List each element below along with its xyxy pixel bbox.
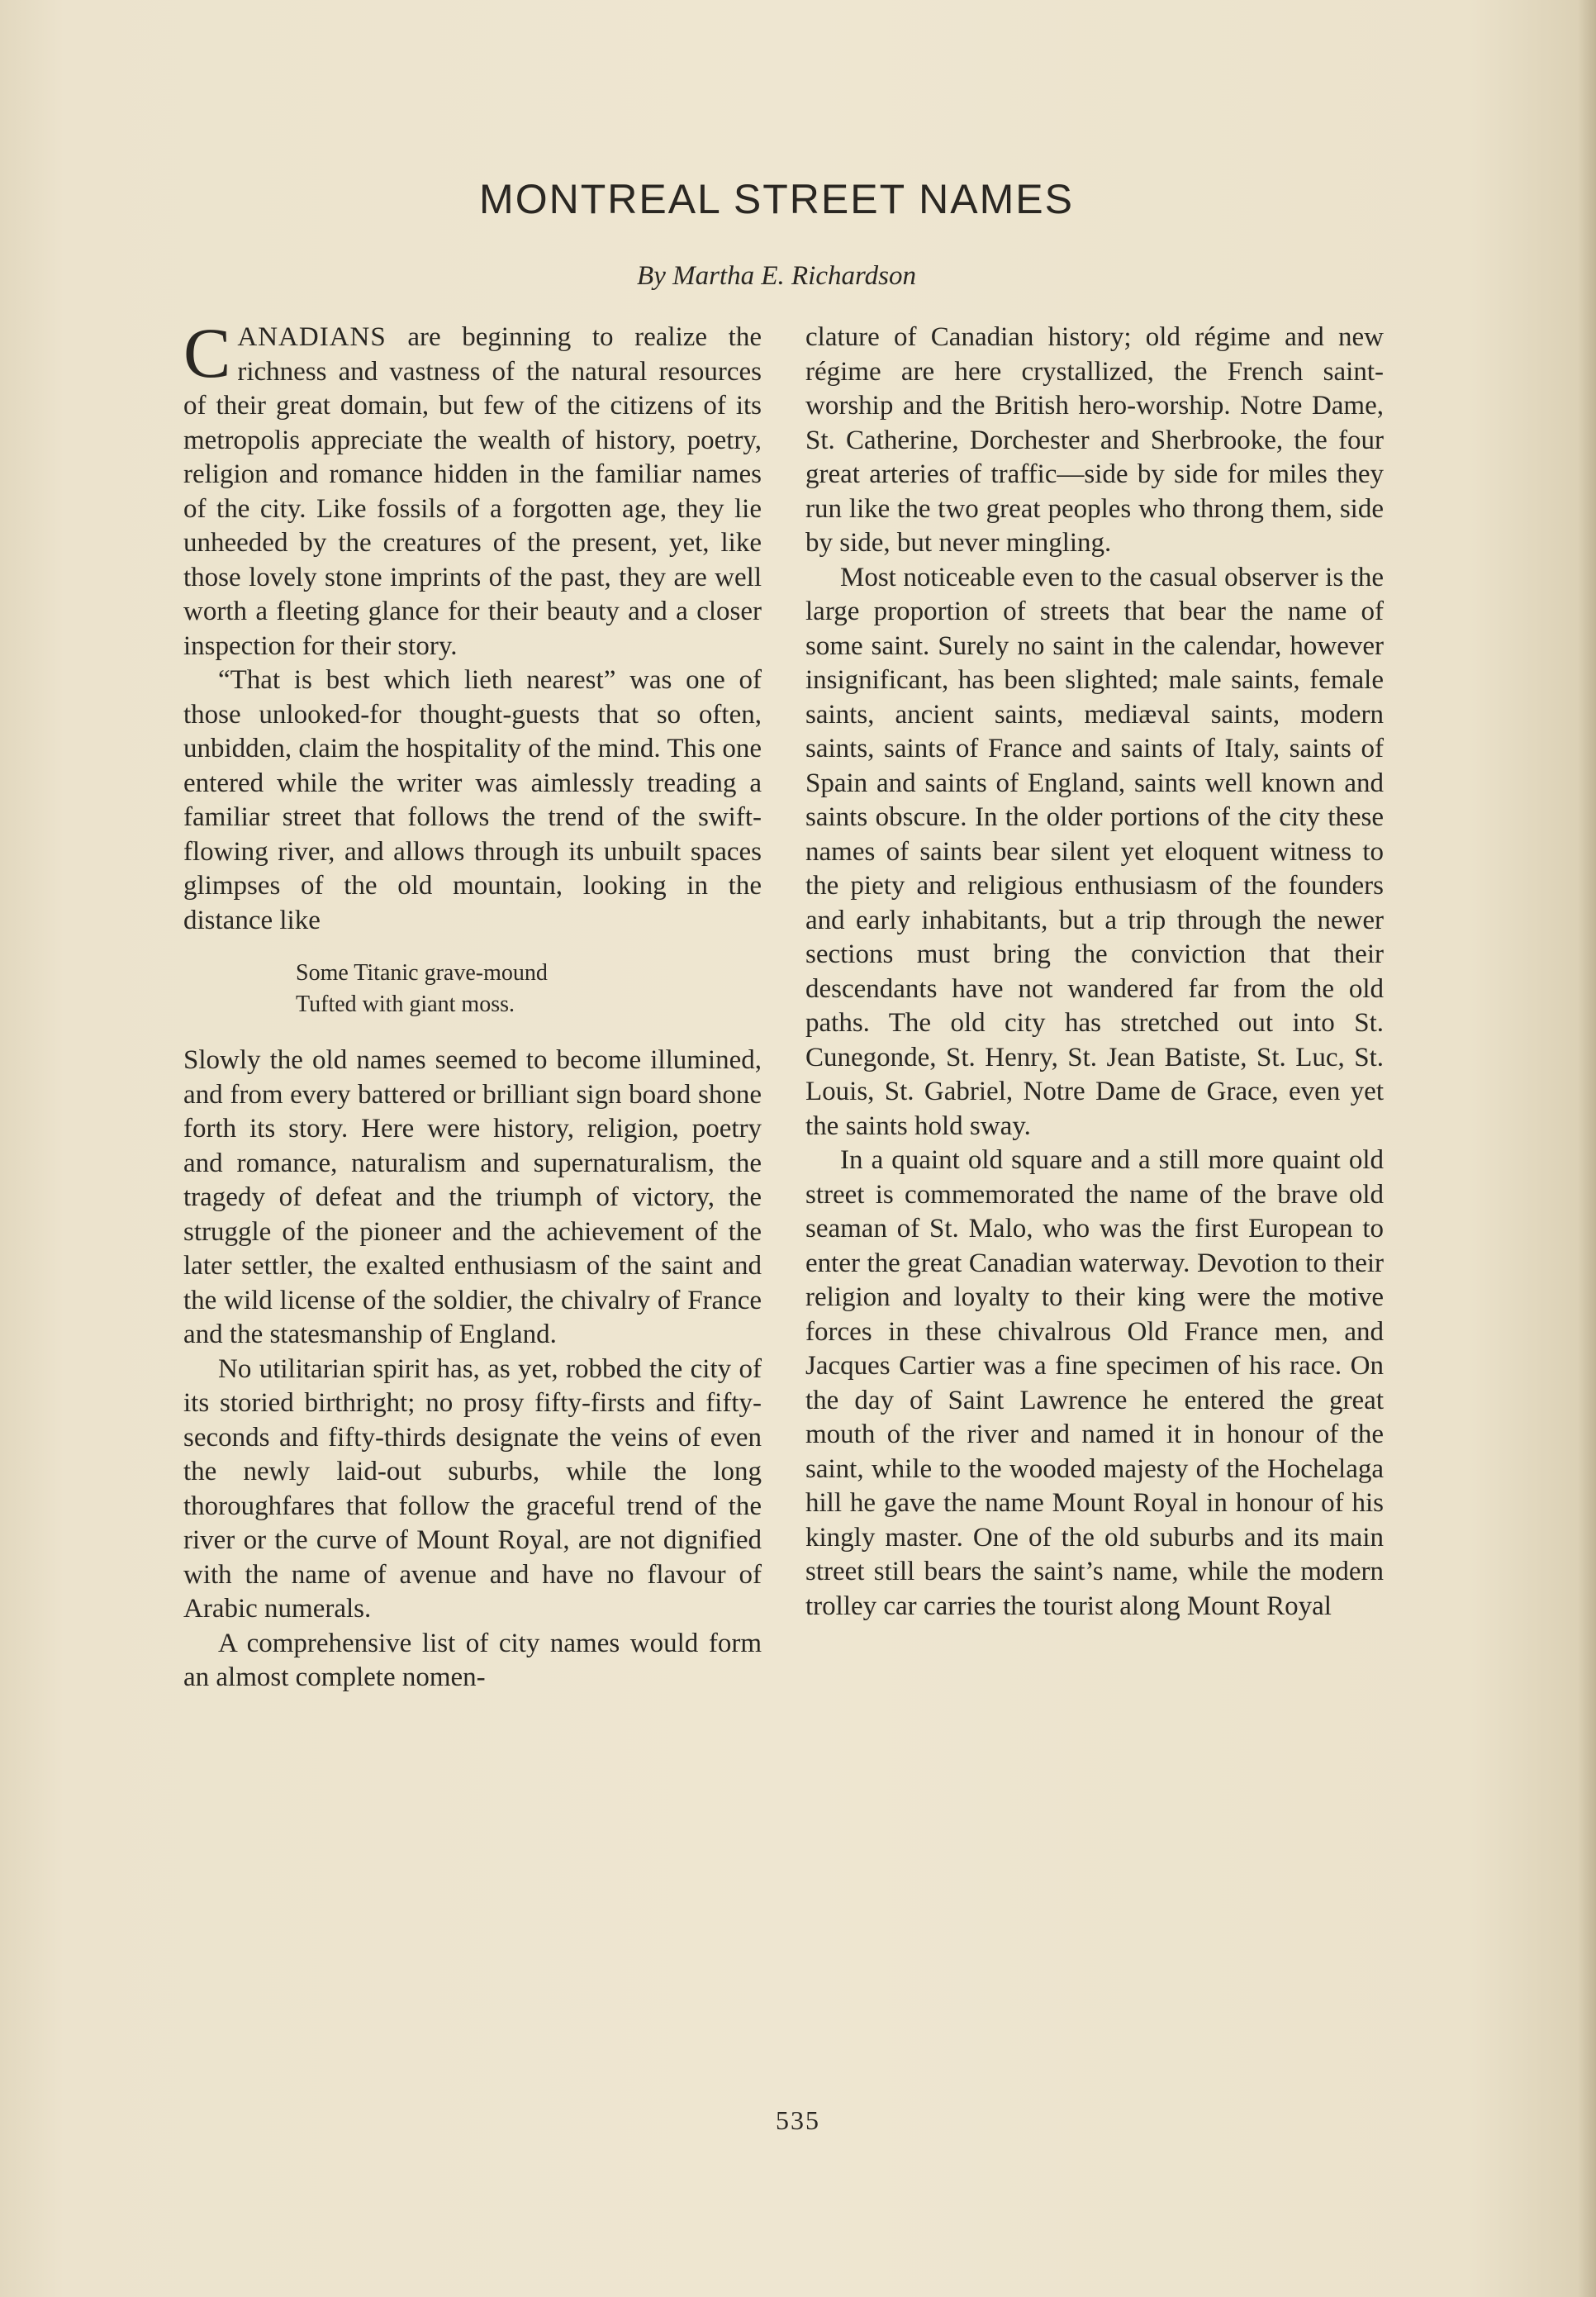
paragraph-8: In a quaint old square and a still more quaint old street is commemorated the name of the brave old seaman of St. Malo, who was the first European to enter the great Canadian waterway. Devotion to their religion and loyalty to their king were the motive forces in these chivalrous Old France men, and Jacques Cartier was a fine specimen of his race. On the day of Saint Lawrence he entered the great mouth of the river and named it in honour of the saint, while to the wooded majesty of the Hochelaga hill he gave the name Mount Royal in honour of his kingly master. One of the old suburbs and its main street still bears the saint’s name, while the modern trolley car carries the tourist along Mount Royal [805,1145,1384,1621]
article-byline: By Martha E. Richardson [637,261,916,291]
paragraph-6: clature of Canadian history; old régime and new régime are here crystallized, the French saint-worship and the British hero-worship. Notre Dame, St. Catherine, Dorchester and Sherbrooke, the four great arteries of traffic—side by side for miles they run like the two great peoples who throng them, side by side, but never mingling. [805,322,1384,558]
verse-line-1: Some Titanic grave-mound [296,960,548,986]
page-edge-shadow [1578,0,1596,2297]
article-title: MONTREAL STREET NAMES [479,176,1074,222]
drop-cap: C [183,313,231,392]
verse-line-2: Tufted with giant moss. [296,992,515,1017]
paragraph-1-text: are beginning to realize the richness and vastness of the natural resources of their great domain, but few of the citizens of its metropolis appreciate the wealth of history, poetry, religion and romance hidden in the familiar names of the city. Like fossils of a forgotten age, they lie unheeded by the creatures of the present, yet, like those lovely stone imprints of the past, they are well worth a fleeting glance for their beauty and a closer inspection for their story. [183,322,762,661]
opening-word: ANADIANS [237,322,387,352]
paragraph-2: “That is best which lieth nearest” was one of those unlooked-for thought-guests that so often, unbidden, claim the hospitality of the mind. This one entered while the writer was aimlessly treading a familiar street that follows the trend of the swift-flowing river, and allows through its unbuilt spaces glimpses of the old mountain, looking in the distance like [183,665,762,935]
paragraph-5: A comprehensive list of city names would form an almost complete nomen- [183,1628,762,1692]
left-column [183,313,762,1695]
page-number: 535 [776,2105,820,2135]
paragraph-1 [183,313,762,663]
verse-quote [183,958,762,1020]
right-column [805,321,1384,1624]
paragraph-4: No utilitarian spirit has, as yet, robbed the city of its storied birthright; no prosy fifty-firsts and fifty-seconds and fifty-thirds designate the veins of even the newly laid-out suburbs, while the long thoroughfares that follow the graceful trend of the river or the curve of Mount Royal, are not dignified with the name of avenue and have no flavour of Arabic numerals. [183,1353,762,1624]
paragraph-7: Most noticeable even to the casual observer is the large proportion of streets that bear the name of some saint. Surely no saint in the calendar, however insignificant, has been slighted; male saints, female saints, ancient saints, mediæval saints, modern saints, saints of France and saints of Italy, saints of Spain and saints of England, saints well known and saints obscure. In the older portions of the city these names of saints bear silent yet eloquent witness to the piety and religious enthusiasm of the founders and early inhabitants, but a trip through the newer sections must bring the conviction that their descendants have not wandered far from the old paths. The old city has stretched out into St. Cunegonde, St. Henry, St. Jean Batiste, St. Luc, St. Louis, St. Gabriel, Notre Dame de Grace, even yet the saints hold sway. [805,562,1384,1141]
paragraph-3: Slowly the old names seemed to become illumined, and from every battered or brilliant sign board shone forth its story. Here were history, religion, poetry and romance, naturalism and supernaturalism, the tragedy of defeat and the triumph of victory, the struggle of the pioneer and the achievement of the later settler, the exalted enthusiasm of the saint and the wild license of the soldier, the chivalry of France and the statesmanship of England. [183,1045,762,1349]
